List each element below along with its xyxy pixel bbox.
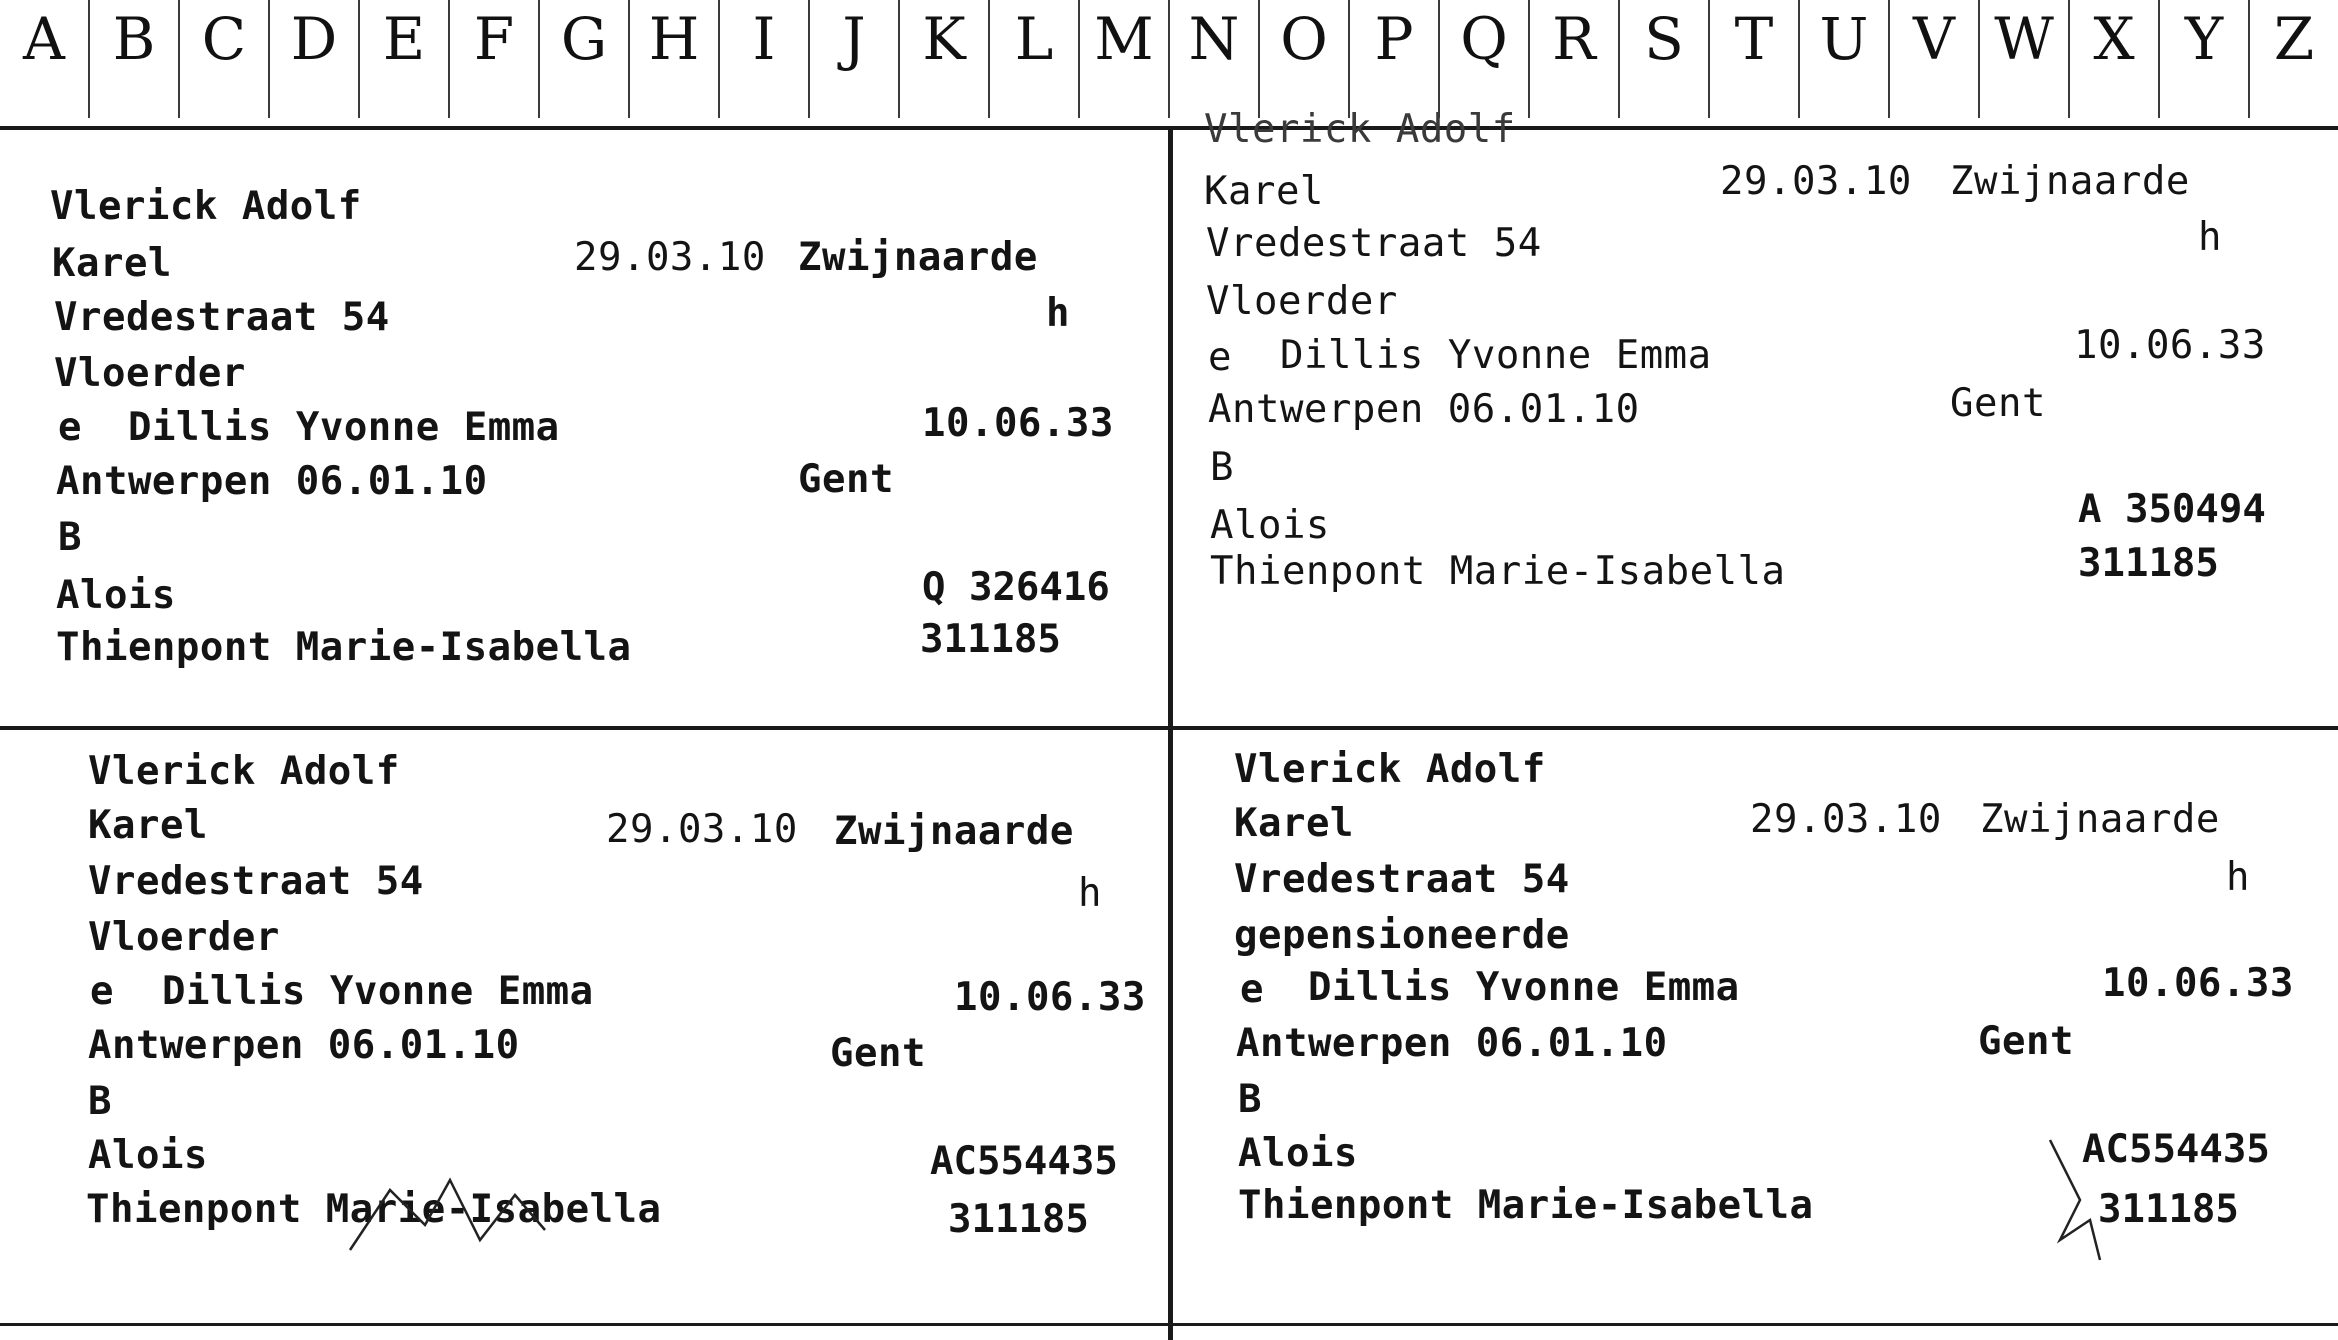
card-father: Alois: [1238, 1131, 1358, 1176]
index-letter-i: [720, 0, 810, 118]
card-surname: Vlerick Adolf: [88, 749, 400, 794]
card-birth-date: 29.03.10: [606, 807, 798, 852]
card-sex: h: [1046, 291, 1070, 336]
card-id-number: Q 326416: [922, 565, 1110, 610]
card-sex: h: [1078, 871, 1102, 916]
index-letter-k: [900, 0, 990, 118]
index-letter-label: C: [201, 5, 247, 73]
index-letter-label: S: [1644, 5, 1684, 73]
index-letter-label: L: [1014, 5, 1054, 73]
index-letter-l: [990, 0, 1080, 118]
index-letter-label: F: [473, 5, 515, 73]
index-letter-label: I: [752, 5, 776, 73]
index-letter-p: [1350, 0, 1440, 118]
card-firstname: Karel: [1204, 169, 1324, 214]
signature-scribble: [330, 1170, 570, 1270]
index-letter-x: [2070, 0, 2160, 118]
card-occupation: Vloerder: [1206, 279, 1398, 324]
card-id-number: AC554435: [2082, 1127, 2270, 1172]
card-surname: Vlerick Adolf: [1204, 107, 1516, 152]
card-marriage-date: 10.06.33: [954, 975, 1146, 1020]
card-spouse-birth: Antwerpen 06.01.10: [88, 1023, 520, 1068]
card-spouse: Dillis Yvonne Emma: [1308, 965, 1740, 1010]
index-letter-label: D: [290, 5, 338, 73]
card-nationality: B: [88, 1079, 112, 1124]
card-birth-date: 29.03.10: [1750, 797, 1942, 842]
card-surname: Vlerick Adolf: [50, 184, 362, 229]
card-birth-place: Zwijnaarde: [798, 235, 1038, 280]
card-marriage-date: 10.06.33: [2074, 323, 2266, 368]
index-letter-g: [540, 0, 630, 118]
index-letter-label: B: [112, 5, 156, 73]
index-letter-label: N: [1188, 5, 1240, 73]
card-code: 311185: [2078, 541, 2219, 586]
card-id-number: A 350494: [2078, 487, 2266, 532]
index-letter-label: O: [1280, 5, 1328, 73]
card-address: Vredestraat 54: [1234, 857, 1570, 902]
index-letter-f: [450, 0, 540, 118]
card-firstname: Karel: [1234, 801, 1354, 846]
index-letter-b: [90, 0, 180, 118]
card-birth-place: Zwijnaarde: [1980, 797, 2220, 842]
card-spouse-birth: Antwerpen 06.01.10: [1208, 387, 1640, 432]
index-letter-r: [1530, 0, 1620, 118]
index-letter-label: A: [23, 5, 65, 73]
card-birth-date: 29.03.10: [574, 235, 766, 280]
card-occupation: gepensioneerde: [1234, 913, 1570, 958]
card-nationality: B: [1238, 1077, 1262, 1122]
card-firstname: Karel: [52, 241, 172, 286]
index-letter-h: [630, 0, 720, 118]
center-divider: [1168, 126, 1173, 1340]
index-letter-label: M: [1094, 5, 1154, 73]
index-letter-j: [810, 0, 900, 118]
card-nationality: B: [1210, 445, 1234, 490]
card-occupation: Vloerder: [88, 915, 280, 960]
index-letter-label: V: [1913, 5, 1955, 73]
card-surname: Vlerick Adolf: [1234, 747, 1546, 792]
card-father: Alois: [88, 1133, 208, 1178]
card-mother: Thienpont Marie-Isabella: [1238, 1183, 1814, 1228]
card-spouse-prefix: e: [1208, 335, 1232, 380]
index-letter-a: [0, 0, 90, 118]
index-letter-v: [1890, 0, 1980, 118]
card-father: Alois: [1210, 503, 1330, 548]
index-letter-w: [1980, 0, 2070, 118]
signature-scribble: [2040, 1130, 2140, 1270]
index-letter-e: [360, 0, 450, 118]
card-spouse-prefix: e: [1240, 967, 1264, 1012]
index-letter-d: [270, 0, 360, 118]
index-letter-u: [1800, 0, 1890, 118]
index-letter-c: [180, 0, 270, 118]
card-birth-place: Zwijnaarde: [1950, 159, 2190, 204]
index-letter-label: Y: [2184, 5, 2224, 73]
card-city: Gent: [830, 1031, 926, 1076]
index-letter-label: R: [1552, 5, 1596, 73]
index-letter-label: P: [1374, 5, 1414, 73]
card-address: Vredestraat 54: [88, 859, 424, 904]
card-mother: Thienpont Marie-Isabella: [86, 1187, 662, 1232]
index-letter-label: J: [842, 5, 866, 73]
card-marriage-date: 10.06.33: [922, 401, 1114, 446]
index-letter-o: [1260, 0, 1350, 118]
card-spouse: Dillis Yvonne Emma: [1280, 333, 1712, 378]
card-marriage-date: 10.06.33: [2102, 961, 2294, 1006]
card-spouse: Dillis Yvonne Emma: [128, 405, 560, 450]
card-occupation: Vloerder: [54, 351, 246, 396]
card-father: Alois: [56, 573, 176, 618]
index-letter-label: H: [648, 5, 700, 73]
index-letter-label: Q: [1460, 5, 1508, 73]
card-spouse-birth: Antwerpen 06.01.10: [1236, 1021, 1668, 1066]
index-letter-label: U: [1819, 5, 1869, 73]
index-letter-label: T: [1734, 5, 1774, 73]
card-sex: h: [2226, 855, 2250, 900]
index-letter-label: X: [2093, 5, 2135, 73]
index-letter-label: E: [382, 5, 426, 73]
index-letter-q: [1440, 0, 1530, 118]
card-sex: h: [2198, 215, 2222, 260]
card-birth-place: Zwijnaarde: [834, 809, 1074, 854]
index-letter-label: Z: [2273, 5, 2315, 73]
card-mother: Thienpont Marie-Isabella: [1210, 549, 1786, 594]
index-letter-t: [1710, 0, 1800, 118]
card-spouse-prefix: e: [90, 969, 114, 1014]
card-spouse-prefix: e: [58, 405, 82, 450]
alphabet-index-bar: [0, 0, 2338, 118]
card-code: 311185: [948, 1197, 1089, 1242]
card-birth-date: 29.03.10: [1720, 159, 1912, 204]
index-letter-label: K: [922, 5, 966, 73]
card-code: 311185: [920, 617, 1061, 662]
card-firstname: Karel: [88, 803, 208, 848]
card-mother: Thienpont Marie-Isabella: [56, 625, 632, 670]
card-city: Gent: [1978, 1019, 2074, 1064]
index-letter-n: [1170, 0, 1260, 118]
card-nationality: B: [58, 515, 82, 560]
card-city: Gent: [1950, 381, 2046, 426]
card-code: 311185: [2098, 1187, 2239, 1232]
card-city: Gent: [798, 457, 894, 502]
index-letter-label: W: [1994, 5, 2054, 73]
index-letter-m: [1080, 0, 1170, 118]
card-id-number: AC554435: [930, 1139, 1118, 1184]
card-spouse: Dillis Yvonne Emma: [162, 969, 594, 1014]
card-address: Vredestraat 54: [1206, 221, 1542, 266]
card-spouse-birth: Antwerpen 06.01.10: [56, 459, 488, 504]
index-letter-z: [2250, 0, 2338, 118]
index-letter-s: [1620, 0, 1710, 118]
index-letter-y: [2160, 0, 2250, 118]
index-letter-label: G: [560, 5, 608, 73]
card-address: Vredestraat 54: [54, 295, 390, 340]
